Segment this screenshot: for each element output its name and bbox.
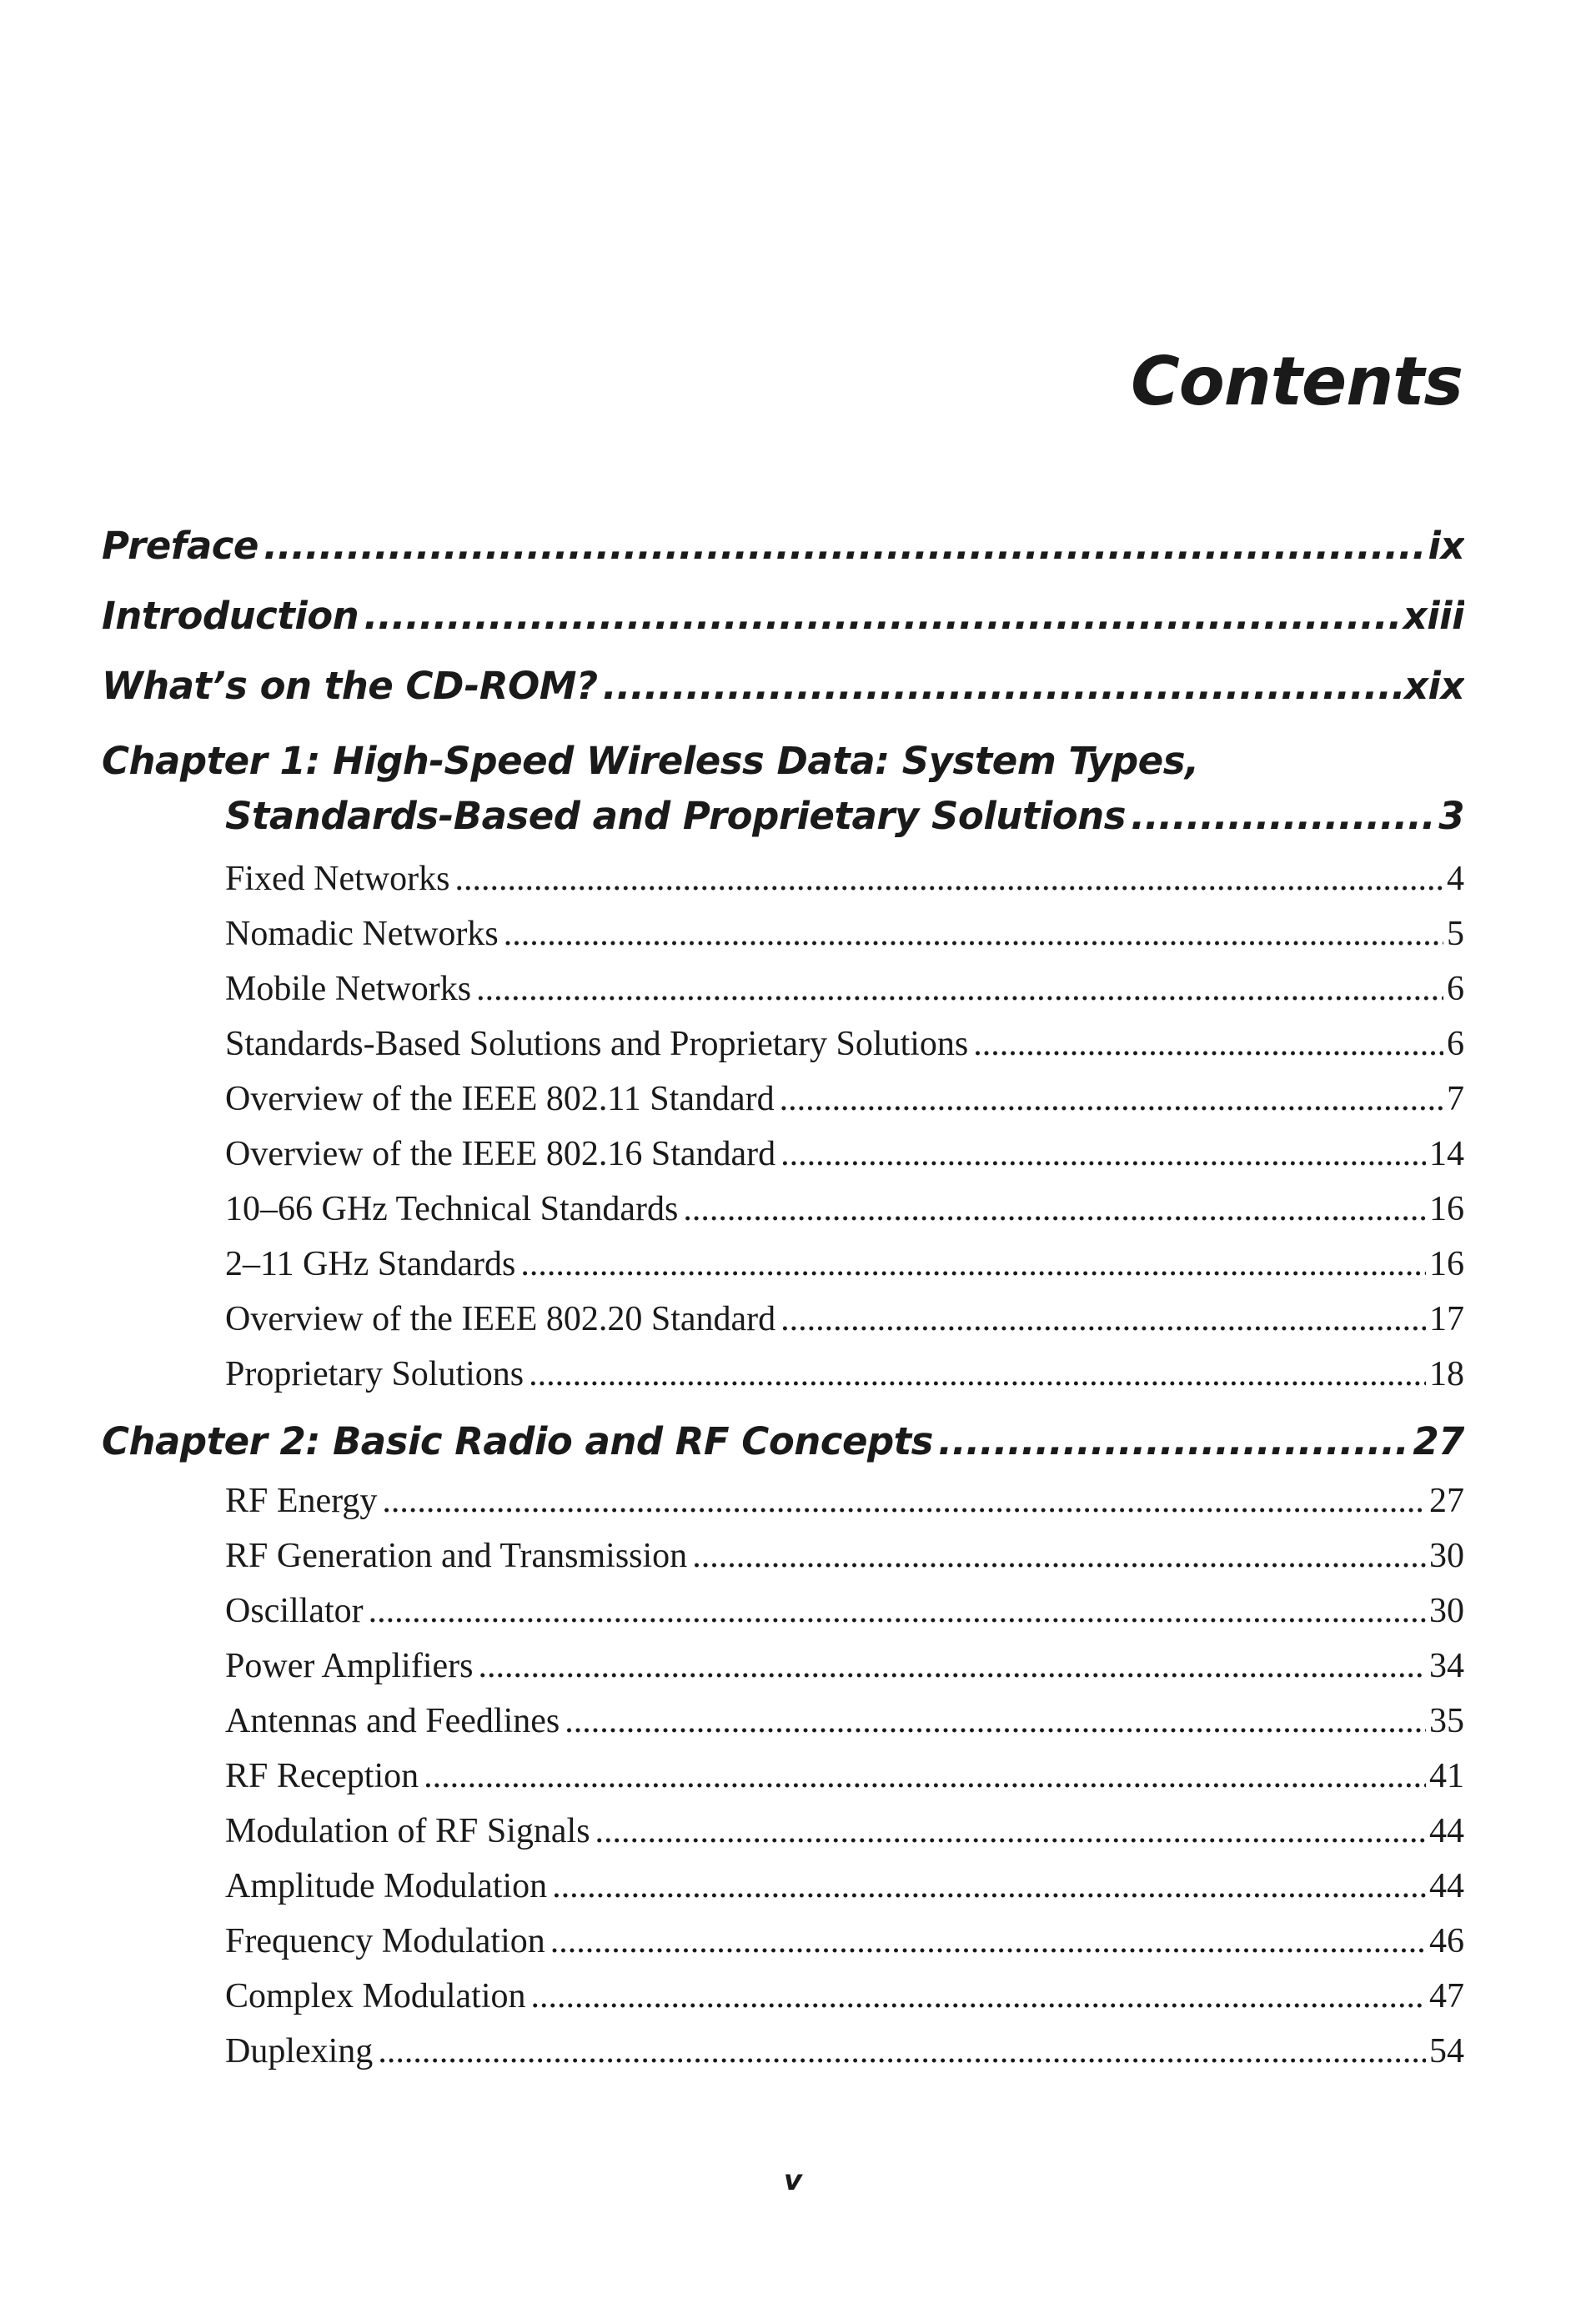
toc-section-title: Antennas and Feedlines ..... xyxy=(225,1701,1426,1741)
toc-section-title: 10–66 GHz Technical Standards ..... xyxy=(225,1189,1426,1229)
toc-entry-title: Chapter 2: Basic Radio and RF Concepts ..... xyxy=(102,1419,1409,1463)
toc-section-page: 17 xyxy=(1429,1300,1464,1338)
toc-section-page: 44 xyxy=(1429,1867,1464,1905)
toc-section-page: 44 xyxy=(1429,1812,1464,1850)
toc-entry-title: Preface ..... xyxy=(102,524,1425,568)
toc-section-title: RF Generation and Transmission ..... xyxy=(225,1536,1426,1576)
toc-section-title: Standards-Based Solutions and Proprietary Solutions ..... xyxy=(225,1024,1443,1064)
toc-section-title: RF Reception ..... xyxy=(225,1756,1426,1796)
toc-section-page: 47 xyxy=(1429,1977,1464,2015)
toc-section-page: 6 xyxy=(1447,970,1464,1008)
toc-section[interactable] xyxy=(225,1921,1464,1970)
toc-entry-chapter-1[interactable] xyxy=(225,794,1464,846)
toc-entry-chapter-2[interactable] xyxy=(102,1419,1464,1471)
toc-entry-title: What’s on the CD-ROM? ..... xyxy=(102,664,1401,708)
toc-section-title: Overview of the IEEE 802.11 Standard ..... xyxy=(225,1079,1443,1119)
toc-section-title: Overview of the IEEE 802.20 Standard ..... xyxy=(225,1299,1426,1339)
toc-section[interactable] xyxy=(225,1866,1464,1915)
toc-section[interactable] xyxy=(225,1591,1464,1639)
toc-section-title: Complex Modulation ..... xyxy=(225,1976,1426,2016)
toc-section-title: Duplexing ..... xyxy=(225,2031,1426,2071)
toc-section-page: 16 xyxy=(1429,1190,1464,1228)
toc-section-title: Frequency Modulation ..... xyxy=(225,1921,1426,1961)
toc-section-page: 7 xyxy=(1447,1080,1464,1118)
toc-section-page: 35 xyxy=(1429,1702,1464,1740)
toc-section-page: 30 xyxy=(1429,1592,1464,1630)
toc-section-page: 14 xyxy=(1429,1135,1464,1173)
toc-section-page: 18 xyxy=(1429,1355,1464,1393)
toc-section[interactable] xyxy=(225,1354,1464,1403)
toc-section[interactable] xyxy=(225,2031,1464,2080)
toc-section-title: Oscillator ..... xyxy=(225,1591,1426,1631)
toc-section[interactable] xyxy=(225,1481,1464,1529)
toc-section[interactable] xyxy=(225,1189,1464,1237)
toc-section[interactable] xyxy=(225,1024,1464,1072)
toc-section-title: Power Amplifiers ..... xyxy=(225,1646,1426,1686)
toc-entry-page: 27 xyxy=(1413,1419,1464,1463)
toc-section-page: 46 xyxy=(1429,1922,1464,1960)
toc-section-title: Mobile Networks ..... xyxy=(225,969,1443,1009)
toc-section[interactable] xyxy=(225,1536,1464,1584)
toc-section-page: 27 xyxy=(1429,1482,1464,1520)
toc-section-page: 34 xyxy=(1429,1647,1464,1685)
toc-section-title: Nomadic Networks ..... xyxy=(225,914,1443,954)
toc-section[interactable] xyxy=(225,1299,1464,1348)
chapter-1-title-line1[interactable]: Chapter 1: High-Speed Wireless Data: System Types, xyxy=(102,739,1199,783)
toc-section-title: Modulation of RF Signals ..... xyxy=(225,1811,1426,1851)
toc-section-page: 54 xyxy=(1429,2032,1464,2071)
toc-entry-page: ix xyxy=(1428,524,1464,568)
toc-section[interactable] xyxy=(225,969,1464,1017)
toc-entry-page: 3 xyxy=(1438,794,1464,838)
toc-section[interactable] xyxy=(225,1811,1464,1860)
toc-section-page: 4 xyxy=(1447,860,1464,898)
toc-section-title: 2–11 GHz Standards ..... xyxy=(225,1244,1426,1284)
toc-section-title: Fixed Networks ..... xyxy=(225,859,1443,899)
page-number: v xyxy=(783,2164,803,2197)
toc-section[interactable] xyxy=(225,1646,1464,1694)
toc-section-title: Proprietary Solutions ..... xyxy=(225,1354,1426,1394)
toc-section[interactable] xyxy=(225,1244,1464,1293)
toc-section[interactable] xyxy=(225,914,1464,962)
toc-entry-introduction[interactable] xyxy=(102,594,1464,645)
toc-section-title: Amplitude Modulation ..... xyxy=(225,1866,1426,1906)
toc-section[interactable] xyxy=(225,1756,1464,1804)
toc-entry-page: xix xyxy=(1404,664,1464,708)
toc-section[interactable] xyxy=(225,1079,1464,1127)
toc-entry-cd-rom[interactable] xyxy=(102,664,1464,715)
toc-section-page: 16 xyxy=(1429,1245,1464,1283)
page-title: Contents xyxy=(1131,343,1463,420)
toc-section-title: RF Energy ..... xyxy=(225,1481,1426,1521)
toc-entry-preface[interactable] xyxy=(102,524,1464,575)
toc-entry-title: Introduction ..... xyxy=(102,594,1400,638)
toc-section-page: 41 xyxy=(1429,1757,1464,1795)
toc-section-title: Overview of the IEEE 802.16 Standard ..... xyxy=(225,1134,1426,1174)
toc-section-page: 30 xyxy=(1429,1537,1464,1575)
toc-section[interactable] xyxy=(225,1134,1464,1182)
toc-entry-title: Standards-Based and Proprietary Solutions ..... xyxy=(225,794,1435,838)
toc-section-page: 6 xyxy=(1447,1025,1464,1063)
toc-section[interactable] xyxy=(225,859,1464,907)
toc-section-page: 5 xyxy=(1447,915,1464,953)
toc-section[interactable] xyxy=(225,1976,1464,2025)
toc-entry-page: xiii xyxy=(1403,594,1464,638)
toc-section[interactable] xyxy=(225,1701,1464,1749)
